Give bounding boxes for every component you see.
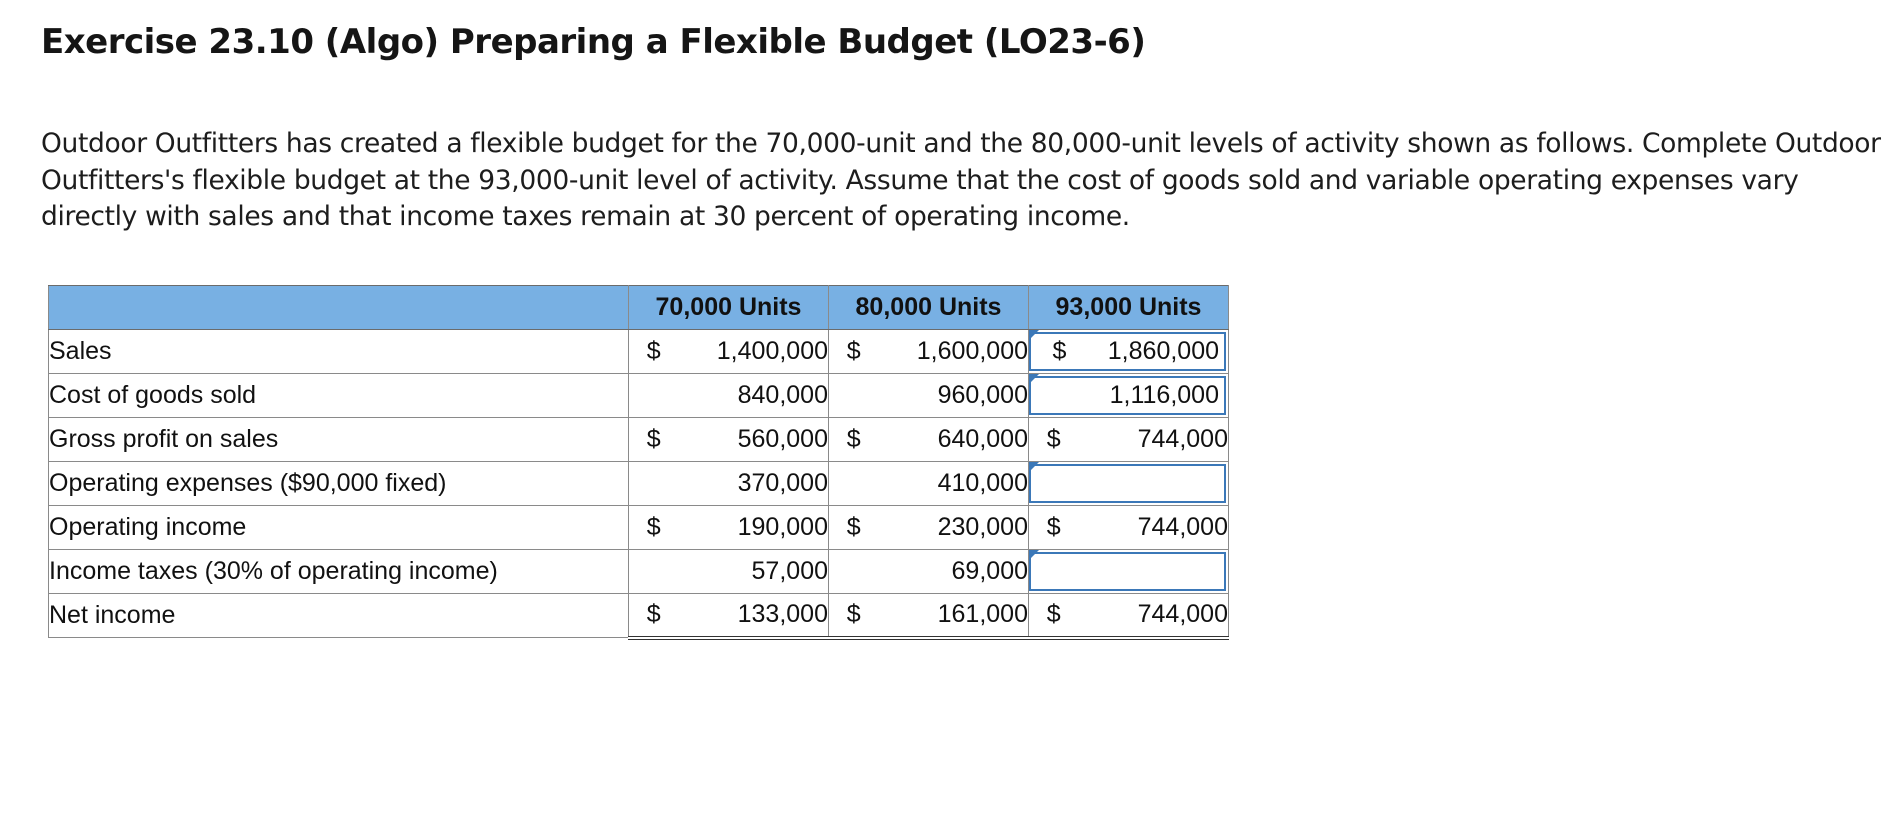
value-70000: 1,400,000 — [679, 330, 829, 374]
input-cell-opex-93000 — [1079, 462, 1229, 506]
input-cell-cogs-93000 — [1079, 374, 1229, 418]
input-marker-icon — [1029, 462, 1039, 472]
currency-sign — [829, 550, 879, 594]
header-80000-units: 80,000 Units — [829, 286, 1029, 330]
row-label: Net income — [49, 594, 629, 638]
exercise-title: Exercise 23.10 (Algo) Preparing a Flexible Budget (LO23-6) — [41, 22, 1146, 62]
value-80000: 960,000 — [879, 374, 1029, 418]
currency-sign: $ — [829, 506, 879, 550]
input-cell-sales-93000 — [1052, 330, 1229, 374]
value-70000: 370,000 — [679, 462, 829, 506]
header-93000-units: 93,000 Units — [1029, 286, 1229, 330]
row-sales — [49, 330, 1229, 374]
value-80000: 410,000 — [879, 462, 1029, 506]
value-80000: 69,000 — [879, 550, 1029, 594]
value-80000: 1,600,000 — [879, 330, 1029, 374]
row-label: Income taxes (30% of operating income) — [49, 550, 629, 594]
currency-sign: $ — [629, 330, 679, 374]
currency-sign — [629, 462, 679, 506]
row-label: Gross profit on sales — [49, 418, 629, 462]
input-cell-taxes-93000 — [1079, 550, 1229, 594]
value-80000: 161,000 — [879, 594, 1029, 638]
currency-sign: $ — [629, 506, 679, 550]
currency-sign: $ — [1052, 337, 1067, 365]
value-70000: 133,000 — [679, 594, 829, 638]
instructions-text: Outdoor Outfitters has created a flexible budget for the 70,000-unit and the 80,000-unit levels of activity shown as follows. Complete Outdoor Outfitters's flexible budget at the 93,000-unit level of activity. Assume that the cost of goods sold and variable operating expenses vary directly with sales and that income taxes remain at 30 percent of operating income. — [41, 128, 1881, 232]
currency-sign: $ — [1029, 506, 1079, 550]
row-label: Operating income — [49, 506, 629, 550]
row-label: Operating expenses ($90,000 fixed) — [49, 462, 629, 506]
row-operating-income — [49, 506, 1229, 550]
currency-sign — [829, 462, 879, 506]
value-70000: 57,000 — [679, 550, 829, 594]
currency-sign — [629, 550, 679, 594]
value-70000: 840,000 — [679, 374, 829, 418]
input-marker-icon — [1029, 550, 1039, 560]
currency-sign: $ — [829, 330, 879, 374]
input-marker-icon — [1029, 330, 1039, 340]
value-70000: 560,000 — [679, 418, 829, 462]
row-cost-of-goods-sold — [49, 374, 1229, 418]
currency-sign: $ — [629, 418, 679, 462]
row-net-income — [49, 594, 1229, 638]
input-value: 1,116,000 — [1109, 381, 1219, 409]
currency-sign: $ — [829, 418, 879, 462]
value-80000: 640,000 — [879, 418, 1029, 462]
value-70000: 190,000 — [679, 506, 829, 550]
flexible-budget-table — [48, 285, 1229, 640]
currency-sign: $ — [1029, 418, 1079, 462]
currency-sign: $ — [1029, 594, 1079, 638]
currency-sign: $ — [629, 594, 679, 638]
income-taxes-93000-input[interactable] — [1029, 552, 1227, 591]
row-gross-profit — [49, 418, 1229, 462]
sales-93000-input[interactable] — [1029, 332, 1227, 371]
header-70000-units: 70,000 Units — [629, 286, 829, 330]
operating-expenses-93000-input[interactable] — [1029, 464, 1227, 503]
header-row — [49, 286, 1229, 330]
input-value: 1,860,000 — [1107, 337, 1219, 365]
header-label-cell — [49, 286, 629, 330]
row-label: Sales — [49, 330, 629, 374]
row-income-taxes — [49, 550, 1229, 594]
currency-sign — [629, 374, 679, 418]
value-93000: 744,000 — [1079, 594, 1229, 638]
value-93000: 744,000 — [1079, 418, 1229, 462]
input-marker-icon — [1029, 374, 1039, 384]
cogs-93000-input[interactable] — [1029, 376, 1227, 415]
row-operating-expenses — [49, 462, 1229, 506]
row-label: Cost of goods sold — [49, 374, 629, 418]
value-80000: 230,000 — [879, 506, 1029, 550]
currency-sign: $ — [829, 594, 879, 638]
value-93000: 744,000 — [1079, 506, 1229, 550]
currency-sign — [829, 374, 879, 418]
